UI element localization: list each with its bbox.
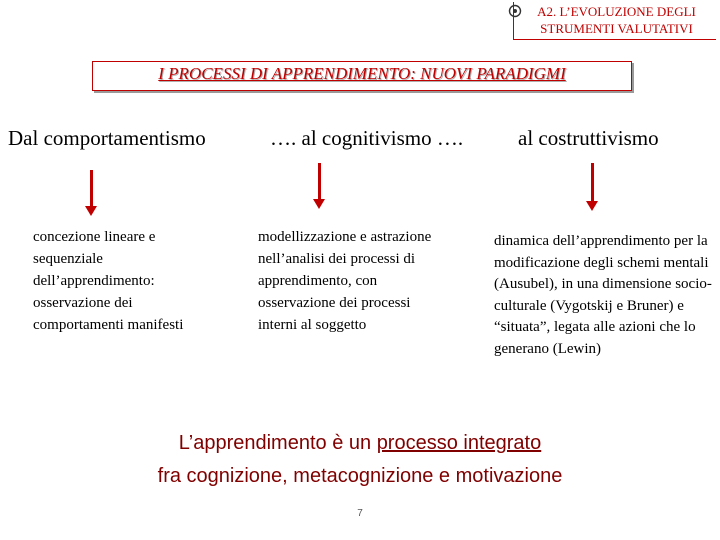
page-number: 7: [357, 508, 363, 519]
description-behaviorism: concezione lineare e sequenziale dell’apprendimento: osservazione dei comportamenti manifesti: [33, 229, 184, 333]
conclusion-text: L’apprendimento è un: [178, 432, 377, 454]
heading-constructivism: al costruttivismo: [518, 126, 659, 150]
conclusion-emphasis: processo integrato: [376, 432, 542, 454]
description-constructivism: dinamica dell’apprendimento per la modificazione degli schemi mentali (Ausubel), in una dimensione socio-culturale (Vygotskij e Bruner) e “situata”, legata alle azioni che lo generano (Lewin): [494, 233, 712, 357]
heading-cognitivism: …. al cognitivismo ….: [270, 126, 464, 150]
conclusion-line2: fra cognizione, metacognizione e motivazione: [157, 465, 563, 487]
badge-title-line2: STRUMENTI VALUTATIVI: [540, 21, 693, 36]
heading-behaviorism: Dal comportamentismo: [8, 126, 206, 150]
conclusion-line1: [0, 429, 720, 457]
page-title: I PROCESSI DI APPRENDIMENTO: NUOVI PARADIGMI: [158, 64, 566, 83]
description-cognitivism: modellizzazione e astrazione nell’analisi dei processi di apprendimento, con osservazione dei processi interni al soggetto: [258, 229, 432, 333]
badge-title-line1: A2. L’EVOLUZIONE DEGLI: [537, 4, 696, 19]
